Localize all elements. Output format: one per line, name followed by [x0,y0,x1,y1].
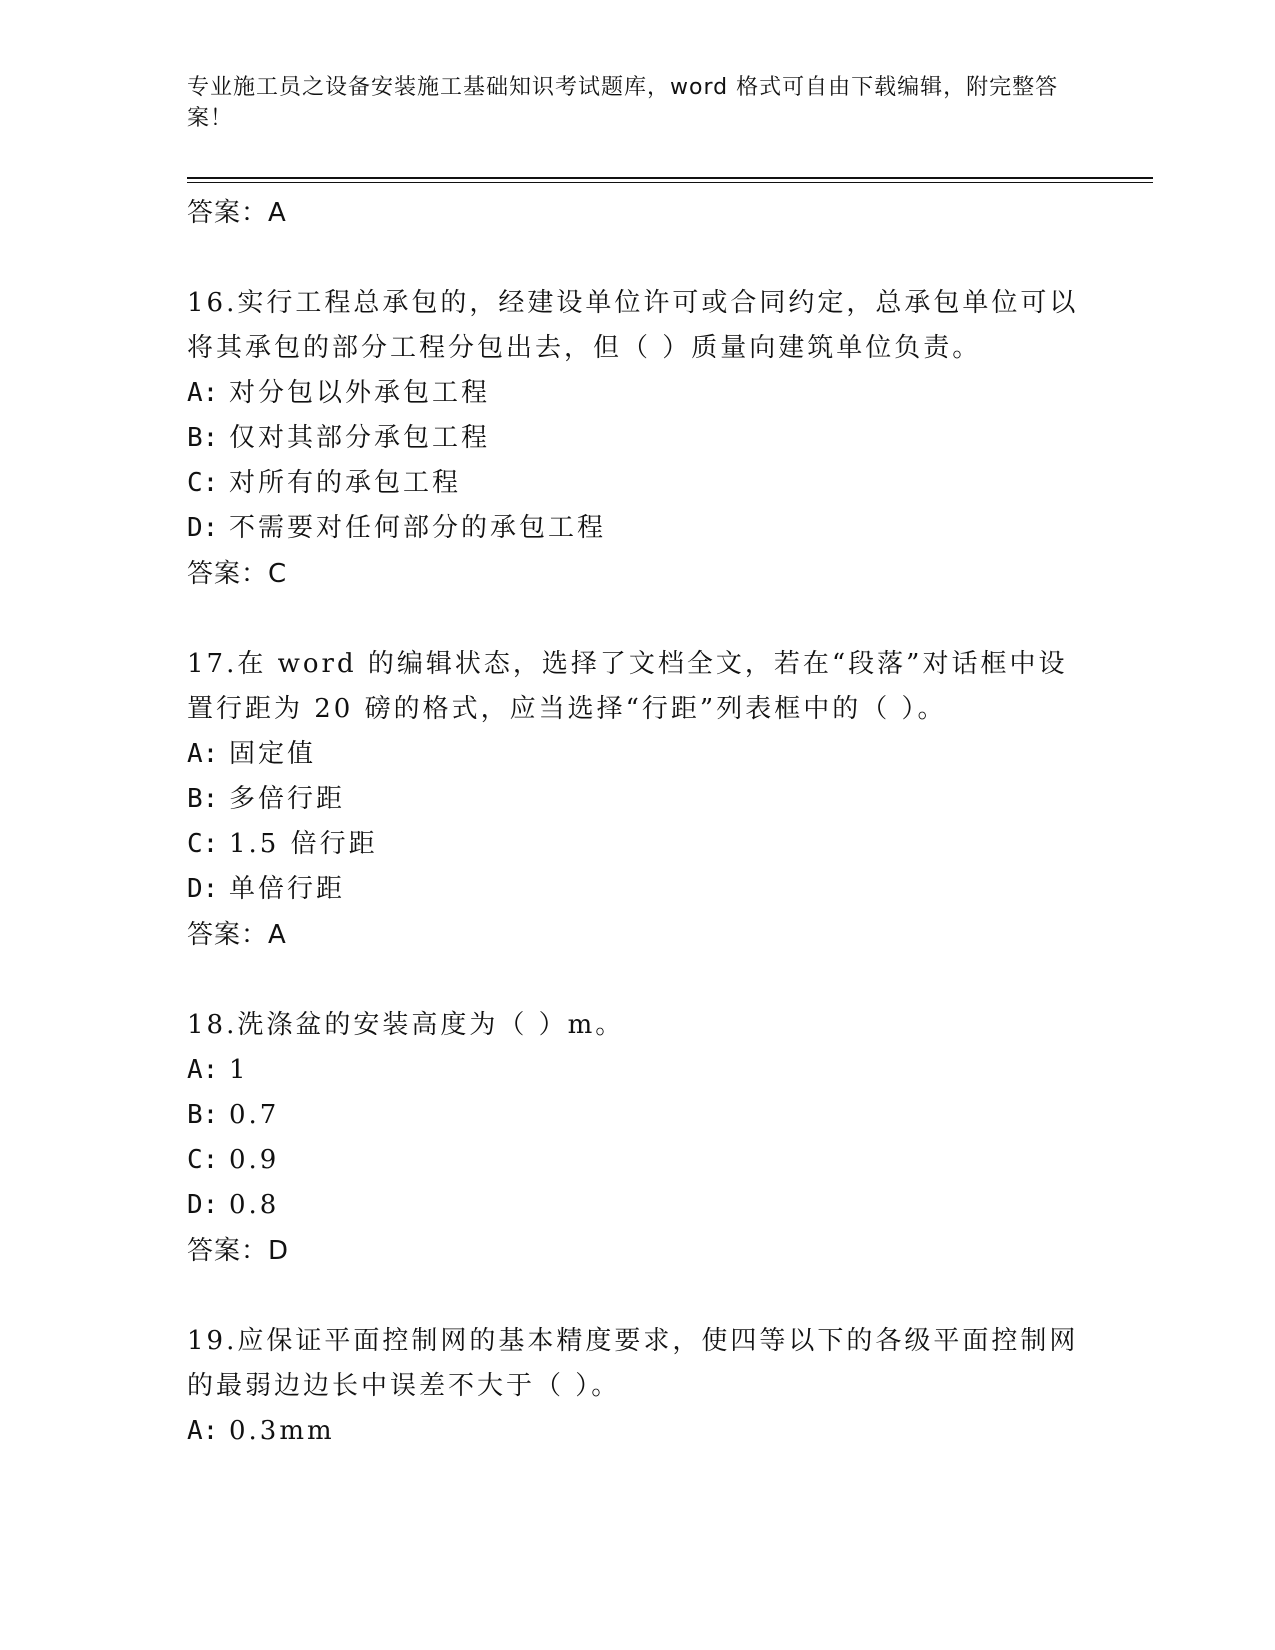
document-header: 专业施工员之设备安装施工基础知识考试题库，word 格式可自由下载编辑，附完整答案！ [187,75,1059,131]
option-text: 固定值 [229,739,317,769]
option-label: A: [187,1416,219,1446]
option-text: 0.7 [229,1100,280,1130]
option-label: D: [187,513,219,543]
option-line [187,777,1087,822]
option-line [187,371,1087,416]
spacer [187,1274,1087,1319]
option-text: 多倍行距 [229,784,346,814]
option-label: D: [187,1190,219,1220]
option-label: B: [187,423,219,453]
option-text: 1 [229,1055,249,1085]
option-line [187,1183,1087,1228]
option-label: A: [187,378,219,408]
header-rule-thin [187,182,1153,183]
question-block [187,1003,1087,1274]
option-line [187,822,1087,867]
option-line [187,461,1087,506]
option-line [187,1093,1087,1138]
header-rule-thick [187,177,1153,179]
answer-line: 答案：C [187,559,288,589]
option-line [187,1409,1087,1454]
option-line [187,867,1087,912]
option-line [187,1048,1087,1093]
option-label: C: [187,829,219,859]
question-stem: 19.应保证平面控制网的基本精度要求，使四等以下的各级平面控制网的最弱边边长中误差不大于（ ）。 [187,1326,1079,1401]
option-text: 单倍行距 [229,874,346,904]
option-label: B: [187,1100,219,1130]
answer-line: 答案：A [187,920,287,950]
option-label: C: [187,468,219,498]
question-block [187,281,1087,597]
document-body [187,190,1087,1454]
option-text: 对分包以外承包工程 [229,378,491,408]
question-block [187,1319,1087,1454]
question-stem: 16.实行工程总承包的，经建设单位许可或合同约定，总承包单位可以将其承包的部分工程分包出去，但（ ）质量向建筑单位负责。 [187,288,1079,363]
answer-line: 答案：D [187,1236,290,1266]
option-text: 不需要对任何部分的承包工程 [229,513,607,543]
option-label: C: [187,1145,219,1175]
option-text: 对所有的承包工程 [229,468,462,498]
option-text: 0.8 [229,1190,280,1220]
option-label: A: [187,739,219,769]
question-stem: 17.在 word 的编辑状态，选择了文档全文，若在“段落”对话框中设置行距为 20 磅的格式，应当选择“行距”列表框中的（ ）。 [187,649,1068,724]
option-line [187,506,1087,551]
option-label: A: [187,1055,219,1085]
option-label: B: [187,784,219,814]
option-text: 1.5 倍行距 [229,829,378,859]
option-line [187,1138,1087,1183]
option-text: 0.9 [229,1145,280,1175]
question-stem: 18.洗涤盆的安装高度为（ ）m。 [187,1010,625,1040]
spacer [187,236,1087,281]
spacer [187,597,1087,642]
option-text: 0.3mm [229,1416,335,1446]
spacer [187,958,1087,1003]
option-label: D: [187,874,219,904]
answer-line: 答案：A [187,198,287,228]
option-line [187,732,1087,777]
option-line [187,416,1087,461]
question-block [187,642,1087,958]
option-text: 仅对其部分承包工程 [229,423,491,453]
